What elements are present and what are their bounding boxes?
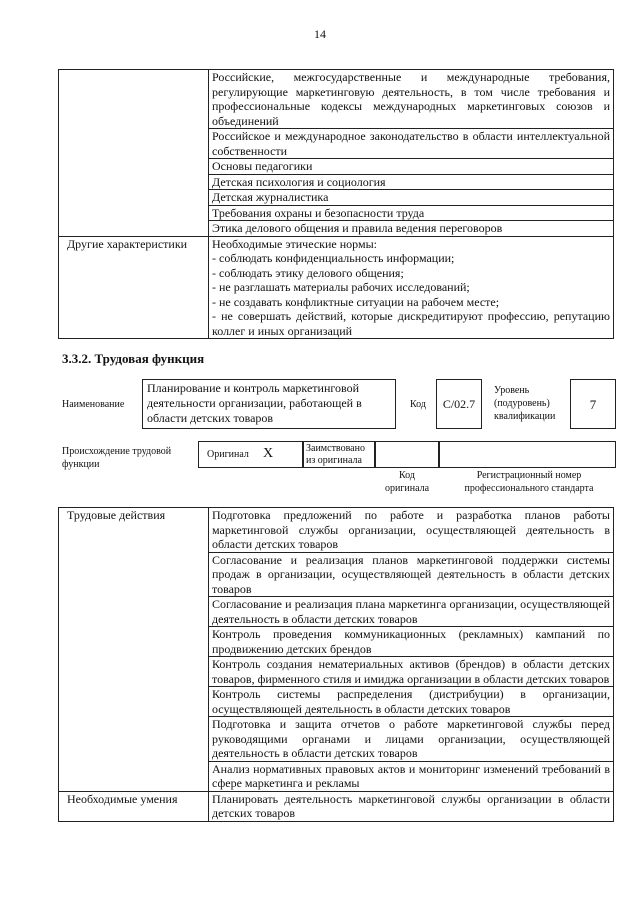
knowledge-row: Этика делового общения и правила ведения переговоров — [209, 221, 614, 237]
knowledge-table — [58, 69, 614, 339]
ethics-line: - не совершать действий, которые дискредитируют профессию, репутацию коллег и иных организаций — [212, 309, 610, 338]
section-title: 3.3.2. Трудовая функция — [62, 351, 205, 366]
actions-table — [58, 507, 614, 822]
level-label: Уровень (подуровень) квалификации — [494, 385, 556, 422]
ethics-line: - не создавать конфликтные ситуации на рабочем месте; — [212, 294, 500, 309]
action-row: Согласование и реализация плана маркетинга организации, осуществляющей деятельность в области детских товаров — [209, 597, 614, 627]
original-box — [198, 441, 304, 468]
level-box — [570, 379, 616, 429]
knowledge-row: Российские, межгосударственные и международные требования, регулирующие маркетинговую деятельность, в том числе требования и профессиональные кодексы международных маркетинговых союзов и объединений — [209, 70, 614, 129]
action-row: Подготовка и защита отчетов о работе маркетинговой службы перед руководящими органами и лицами организации, осуществляющей деятельность в области детских товаров — [209, 717, 614, 762]
other-characteristics-label: Другие характеристики — [59, 236, 209, 339]
skills-label: Необходимые умения — [59, 791, 209, 821]
origin-code-box — [374, 441, 440, 468]
action-row: Контроль проведения коммуникационных (рекламных) кампаний по продвижению детских брендов — [209, 627, 614, 657]
level-value: 7 — [589, 397, 597, 412]
function-code: C/02.7 — [442, 397, 476, 411]
action-row: Анализ нормативных правовых актов и мониторинг изменений требований в сфере маркетинга и рекламы — [209, 761, 614, 791]
other-characteristics-cell — [209, 236, 614, 339]
action-row: Подготовка предложений по работе и разработка планов работы маркетинговой службы организации, осуществляющей деятельность в области детских товаров — [209, 508, 614, 553]
origin-reg-box — [438, 441, 616, 468]
ethics-line: Необходимые этические нормы: — [212, 236, 377, 251]
code-caption: Код оригинала — [384, 470, 430, 494]
ethics-line: - не разглашать материалы рабочих исследований; — [212, 280, 470, 294]
action-row: Контроль создания нематериальных активов (брендов) в области детских товаров, фирменного стиля и имиджа организации в области детских товаров — [209, 657, 614, 687]
knowledge-label-cell — [59, 70, 209, 237]
action-row: Согласование и реализация планов маркетинговой поддержки системы продаж в организации, осуществляющей деятельность в области детских товаров — [209, 552, 614, 597]
function-name: Планирование и контроль маркетинговой деятельности организации, работающей в области детских товаров — [147, 381, 362, 425]
name-box — [142, 379, 396, 429]
knowledge-row: Требования охраны и безопасности труда — [209, 205, 614, 221]
knowledge-row: Российское и международное законодательство в области интеллектуальной собственности — [209, 129, 614, 159]
knowledge-row: Детская психология и социология — [209, 174, 614, 190]
original-mark: X — [263, 446, 274, 461]
ethics-line: - соблюдать конфиденциальность информации; — [212, 251, 455, 265]
code-label: Код — [410, 399, 426, 410]
origin-label: Происхождение трудовой функции — [62, 446, 172, 470]
original-label: Оригинал — [207, 449, 249, 460]
reg-caption: Регистрационный номер профессионального стандарта — [464, 470, 594, 494]
code-box — [436, 379, 482, 429]
borrowed-label: Заимствовано из оригинала — [306, 443, 365, 466]
name-label: Наименование — [62, 399, 125, 410]
action-row: Контроль системы распределения (дистрибуции) в организации, осуществляющей деятельность в области детских товаров — [209, 687, 614, 717]
actions-label: Трудовые действия — [59, 508, 209, 792]
knowledge-row: Основы педагогики — [209, 159, 614, 175]
page-number: 14 — [314, 27, 326, 41]
ethics-line: - соблюдать этику делового общения; — [212, 265, 404, 280]
borrowed-box — [302, 441, 376, 468]
skill-row: Планировать деятельность маркетинговой службы организации в области детских товаров — [209, 791, 614, 821]
knowledge-row: Детская журналистика — [209, 190, 614, 206]
